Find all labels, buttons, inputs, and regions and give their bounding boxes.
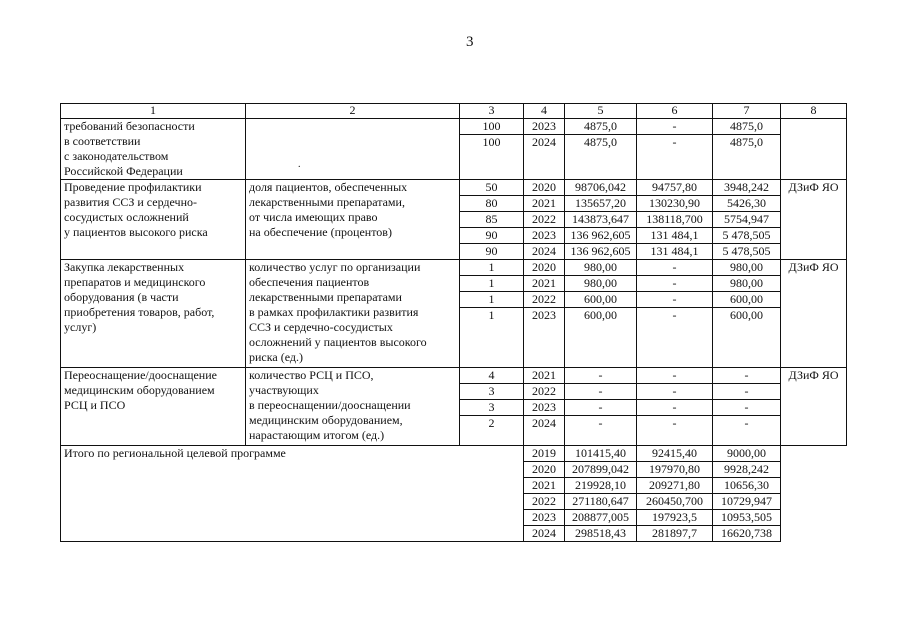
totals-label: Итого по региональной целевой программе (61, 446, 524, 542)
measure-name-line: медицинским оборудованием (64, 383, 215, 397)
measure-name-line: Закупка лекарственных (64, 260, 185, 274)
cell-c4: 2021 (524, 478, 565, 494)
cell-c5: 4875,0 (565, 119, 637, 135)
cell-c5: 980,00 (565, 260, 637, 276)
cell-c6: 131 484,1 (637, 244, 713, 260)
cell-c7: 10656,30 (713, 478, 781, 494)
cell-c5: 208877,005 (565, 510, 637, 526)
cell-c6: 209271,80 (637, 478, 713, 494)
cell-c4: 2023 (524, 119, 565, 135)
cell-c4: 2023 (524, 400, 565, 416)
indicator-cell (246, 368, 460, 446)
indicator-cell-line: от числа имеющих право (249, 210, 378, 224)
measure-name-line: в соответствии (64, 134, 141, 148)
indicator-cell-line: нарастающим итогом (ед.) (249, 428, 385, 442)
indicator-cell-line: осложнений у пациентов высокого (249, 335, 427, 349)
cell-c7: - (713, 384, 781, 400)
cell-c4: 2019 (524, 446, 565, 462)
cell-c3: 80 (460, 196, 524, 212)
executor-cell: ДЗиФ ЯО (781, 180, 847, 260)
cell-c5: 298518,43 (565, 526, 637, 542)
cell-c7: - (713, 368, 781, 384)
cell-c5: 4875,0 (565, 135, 637, 180)
indicator-cell-line: обеспечения пациентов (249, 275, 370, 289)
measure-name-line: Переоснащение/дооснащение (64, 368, 217, 382)
cell-c4: 2020 (524, 180, 565, 196)
cell-c7: 980,00 (713, 260, 781, 276)
cell-c6: - (637, 368, 713, 384)
cell-c4: 2022 (524, 292, 565, 308)
cell-c7: 9000,00 (713, 446, 781, 462)
cell-c4: 2020 (524, 260, 565, 276)
cell-c3: 100 (460, 135, 524, 180)
cell-c5: 219928,10 (565, 478, 637, 494)
measure-name-line: оборудования (в части (64, 290, 179, 304)
cell-c5: - (565, 384, 637, 400)
cell-c3: 85 (460, 212, 524, 228)
cell-c7: 4875,0 (713, 135, 781, 180)
indicator-cell-line: в рамках профилактики развития (249, 305, 419, 319)
measure-name (61, 260, 246, 368)
cell-c6: 131 484,1 (637, 228, 713, 244)
measure-name-line: Проведение профилактики (64, 180, 202, 194)
cell-c6: 92415,40 (637, 446, 713, 462)
indicator-cell-line: риска (ед.) (249, 350, 303, 364)
header-cell: 4 (524, 104, 565, 119)
program-table (60, 103, 847, 542)
table-row (61, 368, 847, 384)
cell-c3: 4 (460, 368, 524, 384)
cell-c7: - (713, 416, 781, 446)
cell-c6: - (637, 416, 713, 446)
cell-c4: 2024 (524, 135, 565, 180)
cell-c4: 2023 (524, 510, 565, 526)
measure-name-line: препаратов и медицинского (64, 275, 206, 289)
cell-c7: 600,00 (713, 292, 781, 308)
cell-c6: - (637, 119, 713, 135)
cell-c5: 98706,042 (565, 180, 637, 196)
page-number: 3 (466, 34, 474, 50)
cell-c3: 1 (460, 308, 524, 368)
table-row (61, 119, 847, 135)
cell-c6: - (637, 400, 713, 416)
table-row (61, 180, 847, 196)
cell-c4: 2021 (524, 368, 565, 384)
indicator-cell (246, 260, 460, 368)
cell-c5: 207899,042 (565, 462, 637, 478)
measure-name-line: Российской Федерации (64, 164, 183, 178)
cell-c5: 600,00 (565, 292, 637, 308)
cell-c7: 16620,738 (713, 526, 781, 542)
cell-c6: 260450,700 (637, 494, 713, 510)
indicator-cell-line: ССЗ и сердечно-сосудистых (249, 320, 393, 334)
measure-name-line: у пациентов высокого риска (64, 225, 208, 239)
indicator-cell-line: в переоснащении/дооснащении (249, 398, 411, 412)
cell-c5: 136 962,605 (565, 228, 637, 244)
cell-c7: 10729,947 (713, 494, 781, 510)
indicator-cell (246, 180, 460, 260)
cell-c5: 136 962,605 (565, 244, 637, 260)
cell-c3: 100 (460, 119, 524, 135)
cell-c7: 5754,947 (713, 212, 781, 228)
cell-c6: - (637, 384, 713, 400)
indicator-cell-line: количество РСЦ и ПСО, (249, 368, 374, 382)
cell-c4: 2022 (524, 384, 565, 400)
indicator-cell-line: участвующих (249, 383, 319, 397)
stray-mark: . (298, 159, 301, 170)
header-cell: 8 (781, 104, 847, 119)
executor-cell (781, 446, 847, 542)
header-cell: 3 (460, 104, 524, 119)
executor-cell (781, 119, 847, 180)
cell-c5: - (565, 368, 637, 384)
cell-c5: 980,00 (565, 276, 637, 292)
measure-name-line: сосудистых осложнений (64, 210, 189, 224)
cell-c7: 5426,30 (713, 196, 781, 212)
cell-c7: 5 478,505 (713, 244, 781, 260)
cell-c4: 2024 (524, 526, 565, 542)
indicator-cell (246, 119, 460, 180)
cell-c4: 2023 (524, 308, 565, 368)
cell-c3: 3 (460, 400, 524, 416)
cell-c7: 980,00 (713, 276, 781, 292)
cell-c3: 1 (460, 260, 524, 276)
cell-c6: - (637, 260, 713, 276)
cell-c4: 2024 (524, 244, 565, 260)
indicator-cell-line: на обеспечение (процентов) (249, 225, 392, 239)
cell-c5: 135657,20 (565, 196, 637, 212)
cell-c4: 2021 (524, 276, 565, 292)
measure-name-line: с законодательством (64, 149, 169, 163)
cell-c6: 94757,80 (637, 180, 713, 196)
cell-c3: 90 (460, 244, 524, 260)
cell-c7: 600,00 (713, 308, 781, 368)
cell-c5: 271180,647 (565, 494, 637, 510)
cell-c3: 90 (460, 228, 524, 244)
cell-c4: 2021 (524, 196, 565, 212)
cell-c3: 50 (460, 180, 524, 196)
cell-c3: 1 (460, 292, 524, 308)
cell-c6: 197970,80 (637, 462, 713, 478)
table-row (61, 446, 847, 462)
header-cell: 1 (61, 104, 246, 119)
cell-c6: 197923,5 (637, 510, 713, 526)
measure-name (61, 368, 246, 446)
indicator-cell-line: лекарственными препаратами, (249, 195, 405, 209)
cell-c6: - (637, 308, 713, 368)
cell-c7: - (713, 400, 781, 416)
measure-name-line: услуг) (64, 320, 97, 334)
cell-c7: 10953,505 (713, 510, 781, 526)
measure-name (61, 180, 246, 260)
cell-c6: 281897,7 (637, 526, 713, 542)
indicator-cell-line: количество услуг по организации (249, 260, 421, 274)
cell-c4: 2020 (524, 462, 565, 478)
header-cell: 7 (713, 104, 781, 119)
measure-name (61, 119, 246, 180)
header-cell: 2 (246, 104, 460, 119)
cell-c6: - (637, 276, 713, 292)
header-row (61, 104, 847, 119)
cell-c5: - (565, 416, 637, 446)
cell-c4: 2022 (524, 494, 565, 510)
executor-cell: ДЗиФ ЯО (781, 260, 847, 368)
cell-c6: 138118,700 (637, 212, 713, 228)
header-cell: 5 (565, 104, 637, 119)
cell-c3: 2 (460, 416, 524, 446)
header-cell: 6 (637, 104, 713, 119)
cell-c4: 2022 (524, 212, 565, 228)
cell-c7: 4875,0 (713, 119, 781, 135)
cell-c5: 143873,647 (565, 212, 637, 228)
measure-name-line: приобретения товаров, работ, (64, 305, 215, 319)
indicator-cell-line: медицинским оборудованием, (249, 413, 403, 427)
cell-c4: 2023 (524, 228, 565, 244)
cell-c3: 3 (460, 384, 524, 400)
cell-c4: 2024 (524, 416, 565, 446)
cell-c5: 600,00 (565, 308, 637, 368)
measure-name-line: требований безопасности (64, 119, 195, 133)
indicator-cell-line: доля пациентов, обеспеченных (249, 180, 408, 194)
cell-c7: 3948,242 (713, 180, 781, 196)
cell-c6: - (637, 135, 713, 180)
cell-c7: 5 478,505 (713, 228, 781, 244)
table-row (61, 260, 847, 276)
cell-c6: 130230,90 (637, 196, 713, 212)
executor-cell: ДЗиФ ЯО (781, 368, 847, 446)
cell-c3: 1 (460, 276, 524, 292)
indicator-cell-line: лекарственными препаратами (249, 290, 402, 304)
cell-c7: 9928,242 (713, 462, 781, 478)
measure-name-line: развития ССЗ и сердечно- (64, 195, 198, 209)
cell-c5: - (565, 400, 637, 416)
cell-c6: - (637, 292, 713, 308)
measure-name-line: РСЦ и ПСО (64, 398, 126, 412)
cell-c5: 101415,40 (565, 446, 637, 462)
